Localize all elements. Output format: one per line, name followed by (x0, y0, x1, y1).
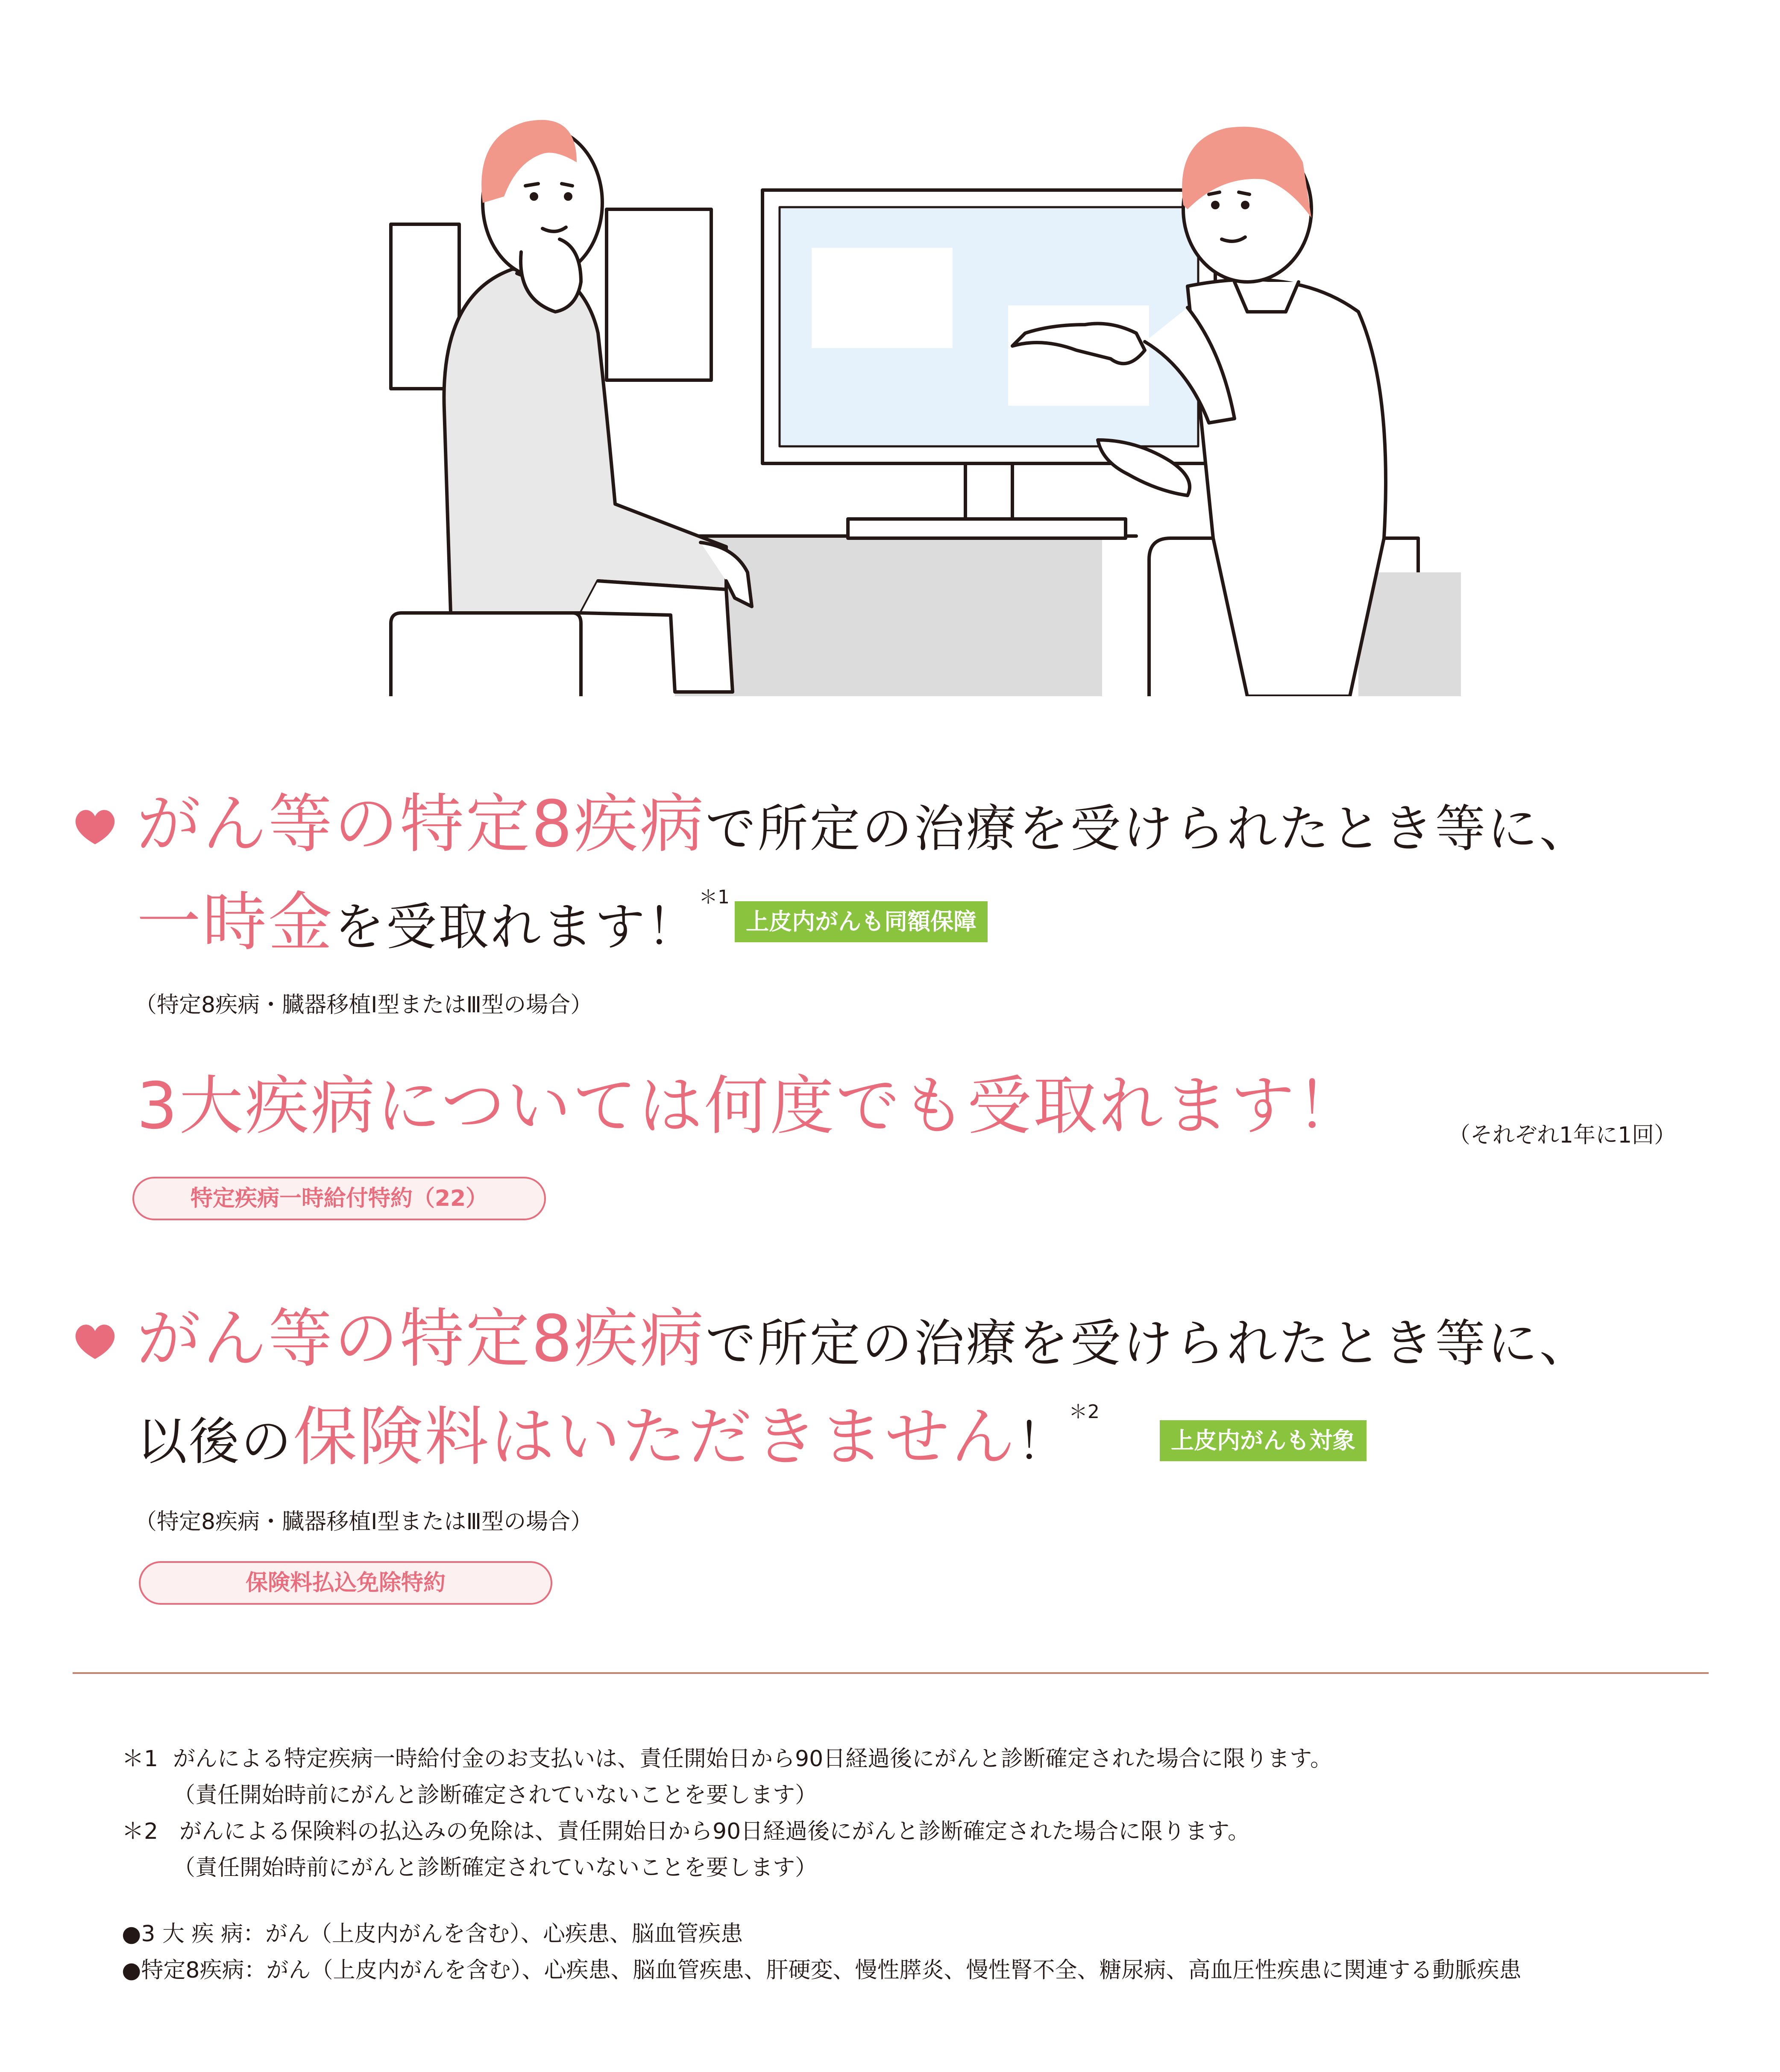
rider-pill-premium-waiver: 保険料払込免除特約 (139, 1561, 552, 1605)
section3-note: （特定8疾病・臓器移植Ⅰ型またはⅢ型の場合） (135, 1509, 593, 1535)
carcinoma-in-situ-badge: 上皮内がんも同額保障 (735, 901, 988, 942)
definition-3-major (122, 1916, 743, 1948)
section3-line2 (137, 1400, 1100, 1474)
definition-8-specified (122, 1952, 1521, 1984)
section3-line1 (137, 1302, 1592, 1376)
section1-note: （特定8疾病・臓器移植Ⅰ型またはⅢ型の場合） (135, 992, 593, 1018)
consultation-illustration (376, 111, 1461, 696)
footnote-ref-1: ＊1 (699, 886, 730, 908)
section3-text: で所定の治療を受けられたとき等に、 (705, 1314, 1592, 1373)
footnote-2-mark: ＊2 (122, 1819, 158, 1844)
footnote-1-mark: ＊1 (122, 1746, 158, 1772)
section2-note: （それぞれ1年に1回） (1448, 1122, 1677, 1148)
section3-premium-waiver: 保険料はいただきません (293, 1400, 1017, 1474)
footnote-1-line1: がんによる特定疾病一時給付金のお支払いは、責任開始日から90日経過後にがんと診断確定された場合に限ります。 (173, 1746, 1333, 1772)
section1-line2 (137, 885, 730, 960)
section3-highlight: がん等の特定8疾病 (137, 1302, 706, 1376)
section1-receive-text: を受取れます！ (334, 897, 699, 956)
definition-3-major-text: がん（上皮内がんを含む）、心疾患、脳血管疾患 (265, 1921, 743, 1947)
section1-text: で所定の治療を受けられたとき等に、 (705, 799, 1592, 858)
section3-exclaim: ！ (1017, 1412, 1069, 1471)
footnote-1-line2: （責任開始時前にがんと診断確定されていないことを要します） (173, 1782, 818, 1808)
heart-icon (73, 803, 117, 848)
definition-8-specified-text: がん（上皮内がんを含む）、心疾患、脳血管疾患、肝硬変、慢性膵炎、慢性腎不全、糖尿病、高血圧性疾患に関連する動脈疾患 (266, 1958, 1522, 1983)
section3-prefix: 以後の (137, 1412, 293, 1471)
footnote-2-line2: （責任開始時前にがんと診断確定されていないことを要します） (173, 1855, 818, 1881)
section-divider (73, 1672, 1709, 1674)
section2-headline: 3大疾病については何度でも受取れます！ (137, 1069, 1362, 1143)
section1-line1 (137, 787, 1592, 862)
definition-3-major-label: ●3 大 疾 病： (122, 1921, 266, 1947)
definition-8-specified-label: ●特定8疾病： (122, 1958, 267, 1983)
footnote-ref-2: ＊2 (1069, 1401, 1100, 1423)
heart-icon (73, 1318, 117, 1363)
rider-pill-lump-sum: 特定疾病一時給付特約（22） (132, 1177, 546, 1220)
section1-lump-sum: 一時金 (137, 885, 334, 960)
footnote-2-line1: がんによる保険料の払込みの免除は、責任開始日から90日経過後にがんと診断確定された場合に限ります。 (179, 1819, 1250, 1844)
carcinoma-in-situ-target-badge: 上皮内がんも対象 (1160, 1420, 1367, 1461)
section1-highlight: がん等の特定8疾病 (137, 787, 706, 862)
